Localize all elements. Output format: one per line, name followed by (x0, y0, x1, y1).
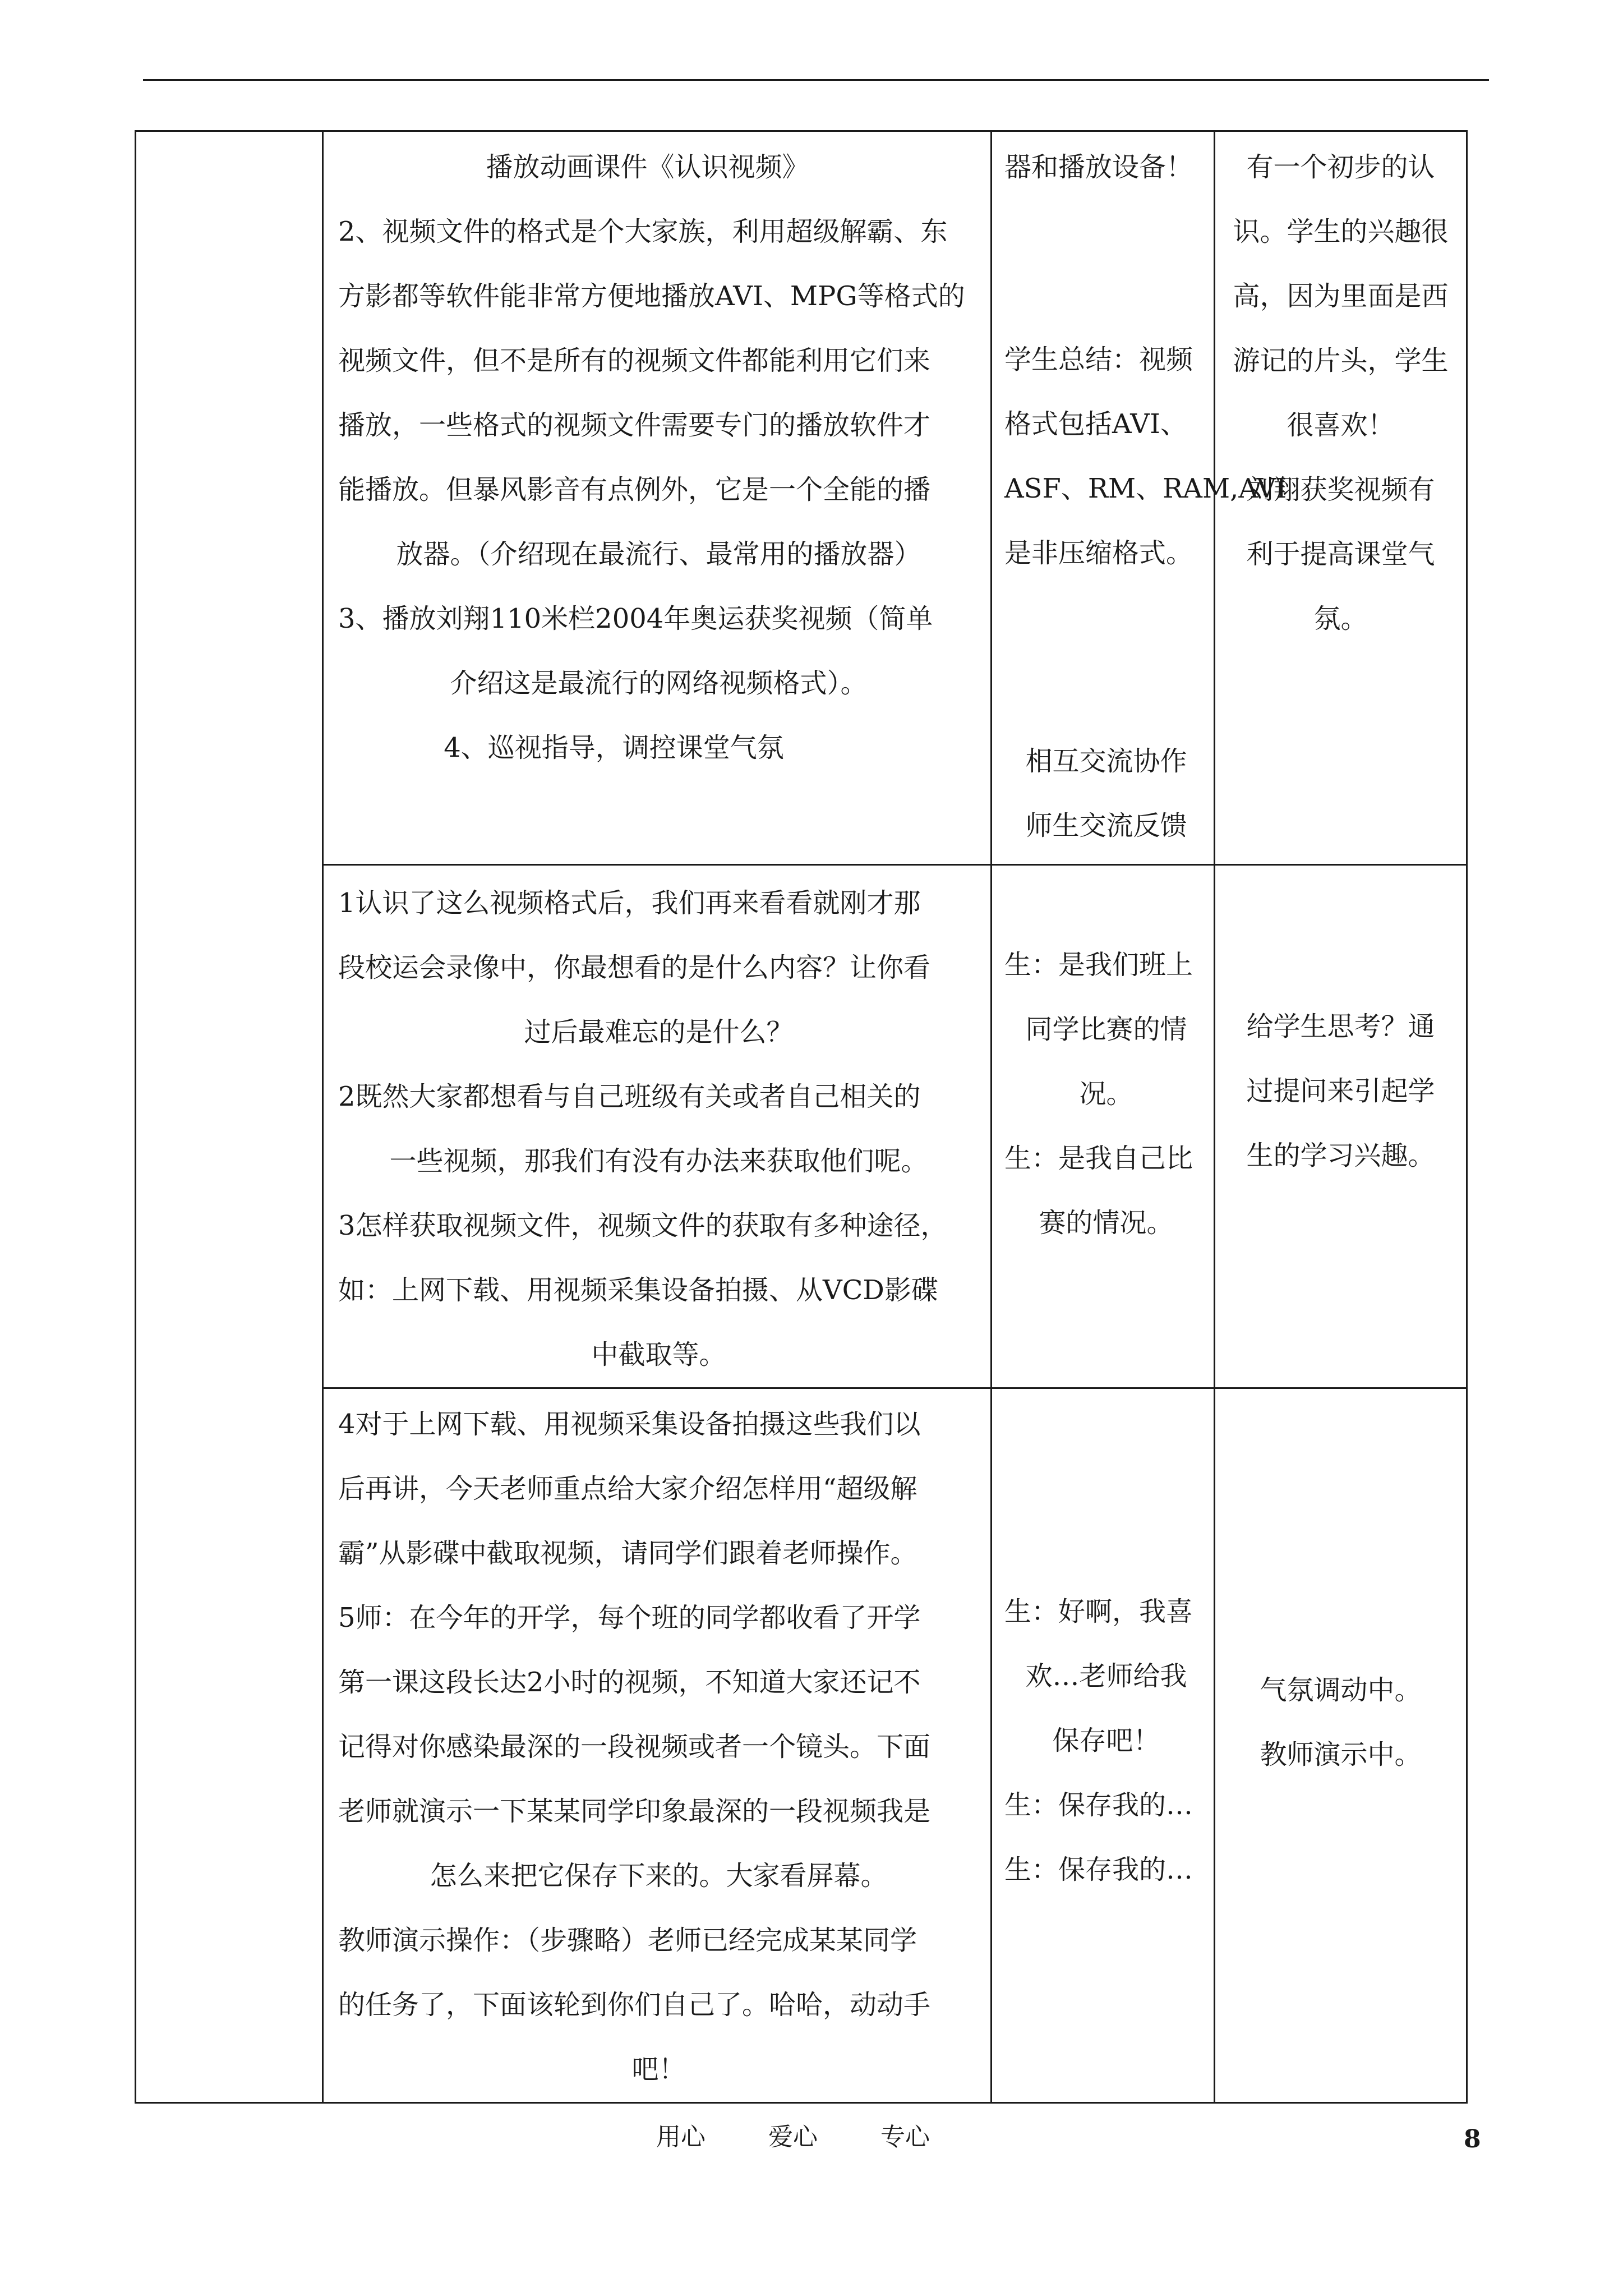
teacher-line: 放器。（介绍现在最流行、最常用的播放器） (396, 539, 921, 570)
teacher-line: 2既然大家都想看与自己班级有关或者自己相关的 (338, 1081, 921, 1112)
teacher-line: 4对于上网下载、用视频采集设备拍摄这些我们以 (338, 1409, 921, 1440)
teacher-activity-cell (323, 865, 992, 1388)
stage-column-cell (136, 131, 323, 2103)
student-line: 保存吧！ (1052, 1725, 1160, 1756)
student-line: 生：是我们班上 (1004, 949, 1193, 981)
student-line: 同学比赛的情 (1025, 1014, 1187, 1045)
student-activity-cell (992, 1388, 1215, 2103)
student-line: 生：保存我的… (1004, 1789, 1193, 1821)
student-line: 生：保存我的… (1004, 1854, 1193, 1885)
intent-line: 教师演示中。 (1260, 1739, 1422, 1770)
teacher-line: 4、巡视指导，调控课堂气氛 (444, 732, 784, 763)
teacher-line: 方影都等软件能非常方便地播放AVI、MPG等格式的 (338, 280, 965, 312)
teacher-activity-cell (323, 131, 992, 865)
intent-line: 有一个初步的认 (1246, 151, 1435, 183)
student-line: 况。 (1079, 1078, 1133, 1110)
teacher-line: 3、播放刘翔110米栏2004年奥运获奖视频（简单 (338, 603, 933, 634)
footer-motto-2: 爱心 (768, 2123, 818, 2151)
table-row (136, 131, 1467, 865)
intent-line: 高，因为里面是西 (1233, 280, 1449, 312)
teacher-activity-cell (323, 1388, 992, 2103)
student-line: 师生交流反馈 (1025, 810, 1187, 841)
design-intent-cell (1215, 1388, 1467, 2103)
intent-line: 利于提高课堂气 (1246, 539, 1435, 570)
teacher-line: 视频文件，但不是所有的视频文件都能利用它们来 (338, 345, 931, 376)
student-line: 器和播放设备！ (1004, 151, 1193, 183)
teacher-line: 2、视频文件的格式是个大家族，利用超级解霸、东 (338, 216, 948, 247)
student-line: 生：是我自己比 (1004, 1143, 1193, 1174)
student-line: ASF、RM、RAM,AVI (1004, 473, 1287, 504)
teacher-line: 吧！ (631, 2054, 686, 2085)
intent-line: 刘翔获奖视频有 (1246, 474, 1435, 505)
intent-line: 生的学习兴趣。 (1246, 1140, 1435, 1171)
student-line: 相互交流协作 (1025, 746, 1187, 777)
lesson-plan-table (135, 130, 1468, 2104)
teacher-line: 5师：在今年的开学，每个班的同学都收看了开学 (338, 1602, 921, 1634)
student-line: 是非压缩格式。 (1004, 537, 1193, 569)
intent-line: 过提问来引起学 (1246, 1075, 1435, 1107)
teacher-line: 能播放。但暴风影音有点例外，它是一个全能的播 (338, 474, 931, 505)
student-line: 赛的情况。 (1039, 1207, 1174, 1239)
teacher-line: 3怎样获取视频文件，视频文件的获取有多种途径， (338, 1210, 948, 1241)
teacher-line: 老师就演示一下某某同学印象最深的一段视频我是 (338, 1796, 931, 1827)
teacher-line: 怎么来把它保存下来的。大家看屏幕。 (430, 1860, 888, 1892)
design-intent-cell (1215, 865, 1467, 1388)
student-line: 生：好啊，我喜 (1004, 1596, 1193, 1627)
intent-line: 很喜欢！ (1287, 409, 1395, 441)
teacher-line: 段校运会录像中，你最想看的是什么内容？让你看 (338, 952, 931, 983)
design-intent-cell (1215, 131, 1467, 865)
intent-line: 给学生思考？通 (1246, 1011, 1435, 1042)
teacher-line: 第一课这段长达2小时的视频，不知道大家还记不 (338, 1667, 921, 1698)
teacher-line: 教师演示操作：（步骤略）老师已经完成某某同学 (338, 1925, 917, 1956)
student-activity-cell (992, 865, 1215, 1388)
teacher-line: 一些视频，那我们有没有办法来获取他们呢。 (389, 1145, 928, 1177)
page-number: 8 (1464, 2125, 1481, 2154)
student-activity-cell (992, 131, 1287, 865)
table-row (136, 1388, 1467, 2103)
teacher-line: 的任务了，下面该轮到你们自己了。哈哈，动动手 (338, 1989, 931, 2021)
teacher-line: 介绍这是最流行的网络视频格式）。 (450, 668, 868, 699)
intent-line: 识。学生的兴趣很 (1233, 216, 1449, 247)
footer-motto-1: 用心 (656, 2123, 706, 2151)
teacher-line: 播放动画课件《认识视频》 (486, 151, 809, 183)
teacher-line: 播放，一些格式的视频文件需要专门的播放软件才 (338, 409, 931, 441)
header-rule (143, 79, 1489, 81)
student-line: 欢…老师给我 (1025, 1660, 1187, 1692)
intent-line: 游记的片头，学生 (1233, 345, 1449, 376)
student-line: 学生总结：视频 (1004, 344, 1193, 375)
teacher-line: 霸”从影碟中截取视频，请同学们跟着老师操作。 (338, 1538, 917, 1569)
table-row (136, 865, 1467, 1388)
teacher-line: 过后最难忘的是什么？ (524, 1016, 794, 1048)
teacher-line: 1认识了这么视频格式后，我们再来看看就刚才那 (338, 887, 921, 919)
footer-motto-3: 专心 (880, 2123, 930, 2151)
student-line: 格式包括AVI、 (1004, 408, 1187, 440)
teacher-line: 如：上网下载、用视频采集设备拍摄、从VCD影碟 (338, 1274, 938, 1306)
teacher-line: 中截取等。 (591, 1339, 726, 1370)
intent-line: 气氛调动中。 (1260, 1674, 1422, 1706)
intent-line: 氛。 (1313, 603, 1368, 634)
teacher-line: 记得对你感染最深的一段视频或者一个镜头。下面 (338, 1731, 931, 1763)
teacher-line: 后再讲，今天老师重点给大家介绍怎样用“超级解 (338, 1473, 917, 1504)
